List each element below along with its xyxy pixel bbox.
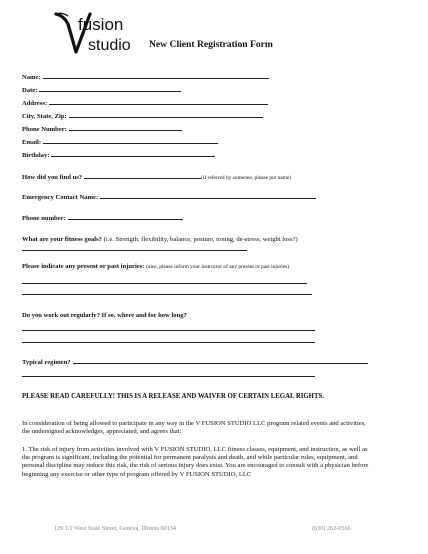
fitness-goals-label: What are your fitness goals? bbox=[22, 236, 102, 243]
regimen-line-2[interactable] bbox=[22, 376, 315, 377]
find-us-line[interactable] bbox=[84, 172, 201, 179]
phone-number-line[interactable] bbox=[69, 124, 182, 131]
injuries-field bbox=[22, 263, 289, 270]
waiver-heading: PLEASE READ CAREFULLY! THIS IS A RELEASE AND WAIVER OF CERTAIN LEGAL RIGHTS. bbox=[22, 393, 324, 400]
waiver-point-1: 1. The risk of injury from activities involved with V FUSION STUDIO, LLC fitness classes, equipment, and instruction, as well as the program is significant, including the potential for permanent paralysis and death, and while particular rules, equipment, and personal discipline may reduce this risk, the risk of serious injury does exist. You are encouraged to consult with a physician before beginning any exercise or other type of program offered by V FUSION STUDIO, LLC bbox=[22, 446, 369, 478]
regimen-line[interactable] bbox=[73, 357, 368, 364]
logo-top-text: fusion bbox=[78, 15, 124, 34]
date-label: Date: bbox=[22, 87, 38, 94]
fitness-goals-field bbox=[22, 236, 298, 243]
city-state-zip-label: City, State, Zip: bbox=[22, 113, 67, 120]
regimen-label: Typical regimen? bbox=[22, 359, 71, 366]
phone-number-field[interactable] bbox=[22, 124, 182, 133]
waiver-intro: In consideration of being allowed to participate in any way in the V FUSION STUDIO LLC program related events and activities, the undersigned acknowledges, appreciated, and agrees that: bbox=[22, 420, 366, 436]
injuries-label: Please indicate any present or past injuries: bbox=[22, 263, 145, 270]
phone-number-label: Phone Number: bbox=[22, 126, 67, 133]
emergency-contact-label: Emergency Contact Name: bbox=[22, 194, 99, 201]
emergency-contact-field[interactable] bbox=[22, 192, 316, 201]
address-label: Address: bbox=[22, 100, 48, 107]
emergency-phone-line[interactable] bbox=[68, 213, 183, 220]
name-label: Name: bbox=[22, 74, 41, 81]
address-field[interactable] bbox=[22, 98, 268, 107]
logo-graphic bbox=[54, 10, 138, 60]
email-field[interactable] bbox=[22, 137, 218, 146]
emergency-phone-label: Phone number: bbox=[22, 215, 66, 222]
birthday-field[interactable] bbox=[22, 150, 215, 159]
find-us-label: How did you find us? bbox=[22, 174, 83, 181]
email-label: Email: bbox=[22, 139, 42, 146]
find-us-note: (if referred by someone, please put name) bbox=[201, 175, 292, 181]
find-us-field[interactable] bbox=[22, 172, 291, 181]
injuries-note: (also, please inform your instructor of any present or past injuries) bbox=[146, 264, 290, 270]
footer-address: 129 1/2 West State Street, Geneva, Illinois 60134 bbox=[54, 525, 176, 532]
workout-label: Do you work out regularly? If so, where and for how long? bbox=[22, 312, 187, 319]
workout-line-2[interactable] bbox=[22, 342, 315, 343]
date-line[interactable] bbox=[39, 85, 181, 92]
fitness-goals-line[interactable] bbox=[22, 250, 247, 251]
email-line[interactable] bbox=[43, 137, 218, 144]
footer-phone: (630) 262-0566 bbox=[312, 525, 351, 532]
name-line[interactable] bbox=[43, 72, 269, 79]
form-title: New Client Registration Form bbox=[149, 39, 273, 50]
workout-field bbox=[22, 312, 187, 319]
emergency-phone-field[interactable] bbox=[22, 213, 183, 222]
emergency-contact-line[interactable] bbox=[100, 192, 316, 199]
birthday-line[interactable] bbox=[51, 150, 215, 157]
city-state-zip-field[interactable] bbox=[22, 111, 263, 120]
date-field[interactable] bbox=[22, 85, 181, 94]
injuries-line-1[interactable] bbox=[22, 283, 307, 284]
regimen-field[interactable] bbox=[22, 357, 368, 366]
fitness-goals-note: (i.e. Strength, flexibility, balance, posture, toning, de-stress, weight loss?) bbox=[103, 236, 298, 243]
name-field[interactable] bbox=[22, 72, 269, 81]
injuries-line-2[interactable] bbox=[22, 294, 312, 295]
birthday-label: Birthday: bbox=[22, 152, 50, 159]
workout-line-1[interactable] bbox=[22, 330, 315, 331]
v-fusion-studio-logo bbox=[54, 10, 138, 60]
logo-bottom-text: studio bbox=[88, 37, 131, 54]
city-state-zip-line[interactable] bbox=[69, 111, 263, 118]
address-line[interactable] bbox=[49, 98, 268, 105]
